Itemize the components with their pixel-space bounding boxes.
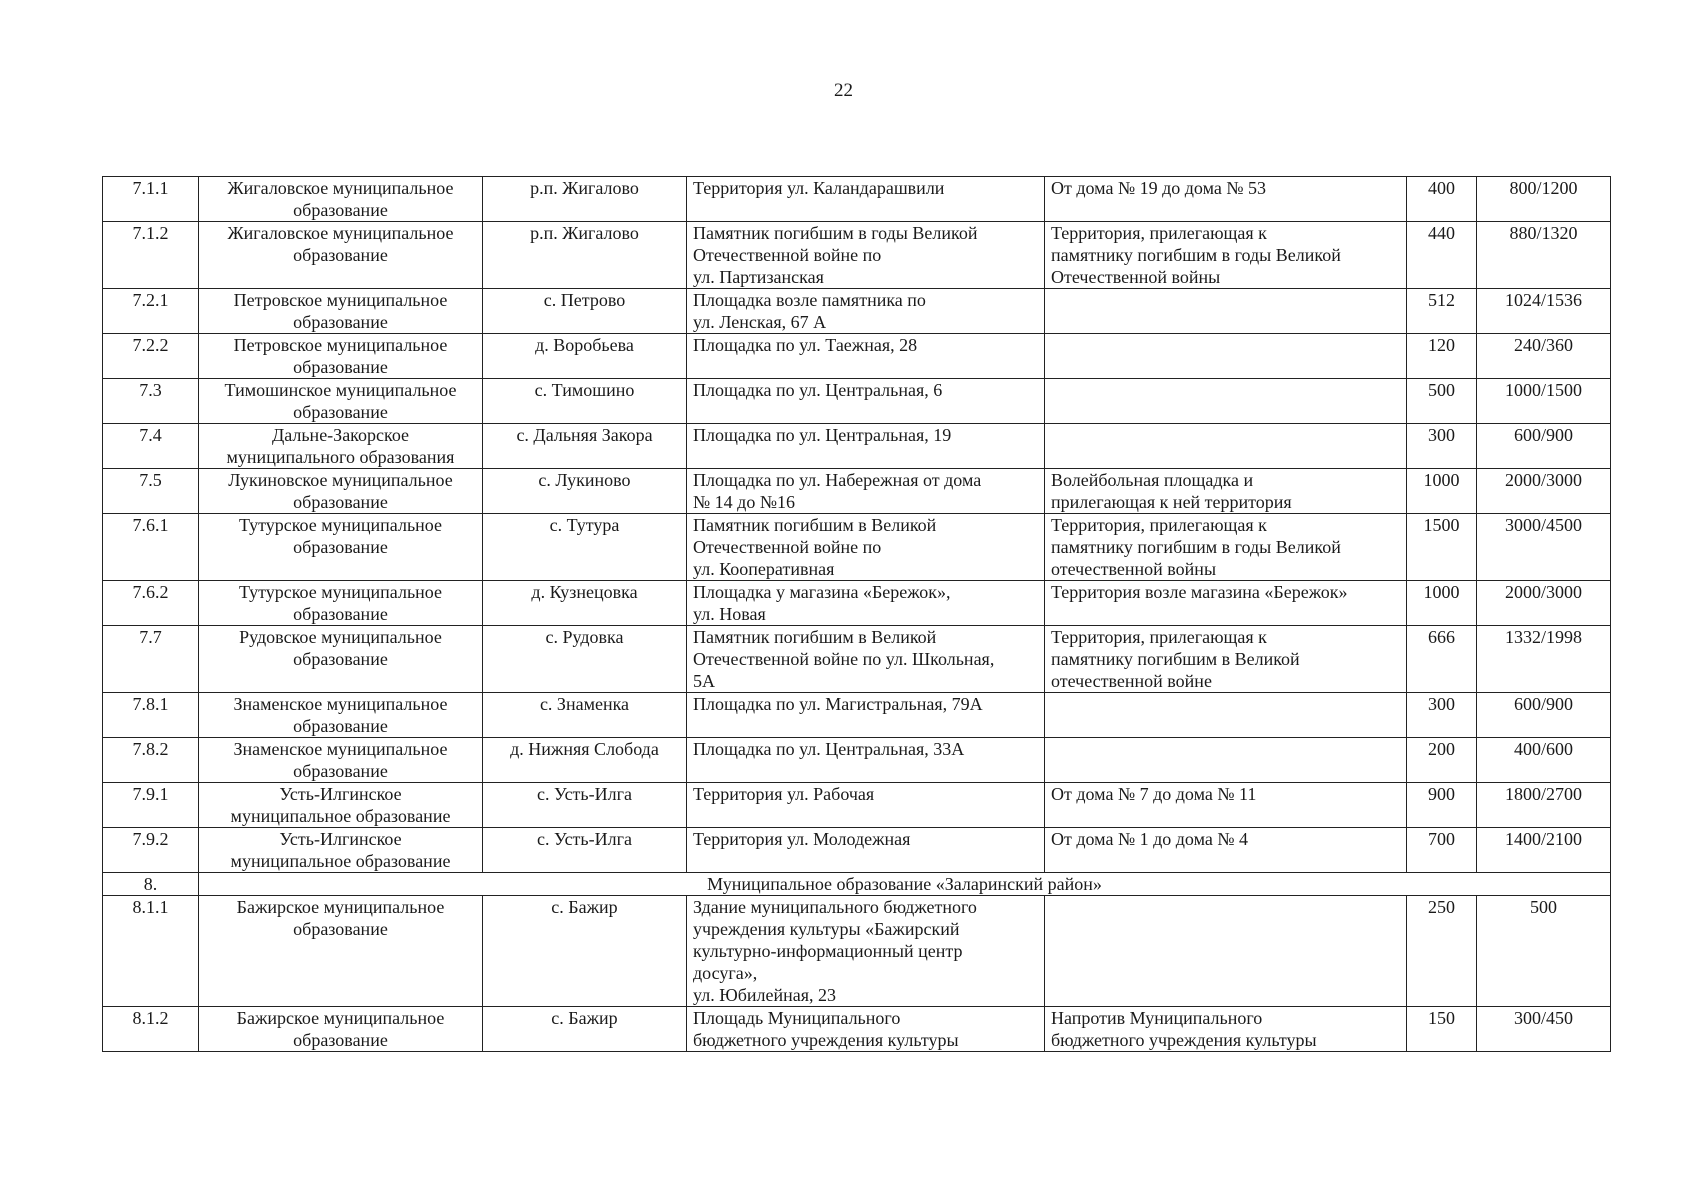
municipality-cell <box>199 379 483 424</box>
desc-line: Отечественной войны <box>1051 267 1221 287</box>
capacity-cell: 1024/1536 <box>1477 289 1611 334</box>
object-cell <box>687 738 1045 783</box>
desc-line: Территория, прилегающая к <box>1051 515 1267 535</box>
object-line: Площадь Муниципального <box>693 1008 901 1028</box>
object-line: Территория ул. Молодежная <box>693 829 911 849</box>
mun-line: образование <box>293 492 388 512</box>
settlement-cell: с. Лукиново <box>483 469 687 514</box>
desc-line: прилегающая к ней территория <box>1051 492 1292 512</box>
mun-line: Усть-Илгинское <box>279 829 402 849</box>
table-row <box>103 738 1611 783</box>
municipality-cell <box>199 222 483 289</box>
table-row <box>103 334 1611 379</box>
table-row <box>103 783 1611 828</box>
description-cell <box>1045 828 1407 873</box>
mun-line: образование <box>293 402 388 422</box>
description-cell <box>1045 222 1407 289</box>
mun-line: Усть-Илгинское <box>279 784 402 804</box>
table-row <box>103 379 1611 424</box>
municipality-cell <box>199 469 483 514</box>
desc-line: Территория, прилегающая к <box>1051 223 1267 243</box>
description-cell <box>1045 177 1407 222</box>
description-cell <box>1045 1007 1407 1052</box>
desc-line: От дома № 7 до дома № 11 <box>1051 784 1257 804</box>
municipality-cell <box>199 289 483 334</box>
object-cell <box>687 469 1045 514</box>
desc-line: памятнику погибшим в Великой <box>1051 649 1300 669</box>
description-cell <box>1045 626 1407 693</box>
municipality-cell <box>199 828 483 873</box>
capacity-cell: 600/900 <box>1477 693 1611 738</box>
description-cell <box>1045 896 1407 1007</box>
object-line: Площадка по ул. Магистральная, 79А <box>693 694 983 714</box>
mun-line: образование <box>293 537 388 557</box>
capacity-cell: 400/600 <box>1477 738 1611 783</box>
object-line: ул. Новая <box>693 604 766 624</box>
mun-line: образование <box>293 357 388 377</box>
municipality-cell <box>199 334 483 379</box>
mun-line: Знаменское муниципальное <box>233 739 448 759</box>
object-line: Отечественной войне по <box>693 537 882 557</box>
object-line: 5А <box>693 671 715 691</box>
area-cell: 512 <box>1407 289 1477 334</box>
capacity-cell: 2000/3000 <box>1477 469 1611 514</box>
desc-line: От дома № 19 до дома № 53 <box>1051 178 1267 198</box>
capacity-cell: 800/1200 <box>1477 177 1611 222</box>
object-cell <box>687 289 1045 334</box>
capacity-cell: 500 <box>1477 896 1611 1007</box>
table-row <box>103 828 1611 873</box>
object-line: ул. Ленская, 67 А <box>693 312 827 332</box>
mun-line: Лукиновское муниципальное <box>228 470 453 490</box>
row-number-cell: 7.1.2 <box>103 222 199 289</box>
mun-line: образование <box>293 604 388 624</box>
capacity-cell: 880/1320 <box>1477 222 1611 289</box>
page-number: 22 <box>834 80 853 101</box>
table-row <box>103 289 1611 334</box>
mun-line: Бажирское муниципальное <box>236 897 445 917</box>
section-header-cell: Муниципальное образование «Заларинский район» <box>199 873 1611 896</box>
mun-line: образование <box>293 649 388 669</box>
row-number-cell: 7.6.2 <box>103 581 199 626</box>
object-line: досуга», <box>693 963 758 983</box>
mun-line: Рудовское муниципальное <box>239 627 442 647</box>
area-cell: 900 <box>1407 783 1477 828</box>
settlement-cell: с. Тутура <box>483 514 687 581</box>
row-number-cell: 7.7 <box>103 626 199 693</box>
area-cell: 1000 <box>1407 469 1477 514</box>
mun-line: Жигаловское муниципальное <box>227 178 454 198</box>
mun-line: образование <box>293 312 388 332</box>
settlement-cell: р.п. Жигалово <box>483 177 687 222</box>
row-number-cell: 7.8.2 <box>103 738 199 783</box>
description-cell <box>1045 289 1407 334</box>
object-line: Территория ул. Каландарашвили <box>693 178 945 198</box>
mun-line: Тимошинское муниципальное <box>224 380 457 400</box>
settlement-cell: с. Бажир <box>483 1007 687 1052</box>
row-number-cell: 7.8.1 <box>103 693 199 738</box>
desc-line: От дома № 1 до дома № 4 <box>1051 829 1249 849</box>
table-row <box>103 873 1611 896</box>
mun-line: Тутурское муниципальное <box>239 515 442 535</box>
desc-line: памятнику погибшим в годы Великой <box>1051 245 1341 265</box>
object-cell <box>687 514 1045 581</box>
area-cell: 300 <box>1407 693 1477 738</box>
mun-line: образование <box>293 761 388 781</box>
area-cell: 1500 <box>1407 514 1477 581</box>
row-number-cell: 7.2.1 <box>103 289 199 334</box>
object-cell <box>687 334 1045 379</box>
settlement-cell: р.п. Жигалово <box>483 222 687 289</box>
municipality-cell <box>199 424 483 469</box>
desc-line: отечественной войне <box>1051 671 1212 691</box>
object-line: учреждения культуры «Бажирский <box>693 919 960 939</box>
area-cell: 700 <box>1407 828 1477 873</box>
area-cell: 120 <box>1407 334 1477 379</box>
table-row <box>103 693 1611 738</box>
desc-line: памятнику погибшим в годы Великой <box>1051 537 1341 557</box>
description-cell <box>1045 738 1407 783</box>
object-line: Площадка по ул. Центральная, 33А <box>693 739 965 759</box>
object-line: Памятник погибшим в Великой <box>693 515 937 535</box>
object-line: Площадка по ул. Центральная, 6 <box>693 380 943 400</box>
description-cell <box>1045 783 1407 828</box>
area-cell: 150 <box>1407 1007 1477 1052</box>
table-row <box>103 424 1611 469</box>
object-line: ул. Кооперативная <box>693 559 835 579</box>
object-line: Площадка по ул. Таежная, 28 <box>693 335 918 355</box>
capacity-cell: 600/900 <box>1477 424 1611 469</box>
table-row <box>103 177 1611 222</box>
municipality-cell <box>199 896 483 1007</box>
table-row <box>103 222 1611 289</box>
desc-line: бюджетного учреждения культуры <box>1051 1030 1317 1050</box>
object-line: Площадка у магазина «Бережок», <box>693 582 951 602</box>
object-line: Здание муниципального бюджетного <box>693 897 977 917</box>
settlement-cell: д. Нижняя Слобода <box>483 738 687 783</box>
capacity-cell: 240/360 <box>1477 334 1611 379</box>
description-cell <box>1045 424 1407 469</box>
object-cell <box>687 693 1045 738</box>
object-line: Памятник погибшим в Великой <box>693 627 937 647</box>
settlement-cell: с. Усть-Илга <box>483 783 687 828</box>
object-cell <box>687 828 1045 873</box>
settlement-cell: с. Тимошино <box>483 379 687 424</box>
row-number-cell: 7.3 <box>103 379 199 424</box>
table-row <box>103 896 1611 1007</box>
capacity-cell: 300/450 <box>1477 1007 1611 1052</box>
mun-line: образование <box>293 245 388 265</box>
row-number-cell: 7.9.2 <box>103 828 199 873</box>
mun-line: образование <box>293 1030 388 1050</box>
municipality-cell <box>199 783 483 828</box>
description-cell <box>1045 581 1407 626</box>
desc-line: отечественной войны <box>1051 559 1217 579</box>
object-cell <box>687 896 1045 1007</box>
mun-line: образование <box>293 716 388 736</box>
municipality-cell <box>199 693 483 738</box>
object-cell <box>687 379 1045 424</box>
capacity-cell: 2000/3000 <box>1477 581 1611 626</box>
row-number-cell: 8. <box>103 873 199 896</box>
settlement-cell: с. Рудовка <box>483 626 687 693</box>
desc-line: Напротив Муниципального <box>1051 1008 1263 1028</box>
row-number-cell: 7.1.1 <box>103 177 199 222</box>
mun-line: Тутурское муниципальное <box>239 582 442 602</box>
settlement-cell: с. Дальняя Закора <box>483 424 687 469</box>
row-number-cell: 7.9.1 <box>103 783 199 828</box>
table-row <box>103 1007 1611 1052</box>
row-number-cell: 8.1.1 <box>103 896 199 1007</box>
object-cell <box>687 626 1045 693</box>
municipality-cell <box>199 581 483 626</box>
row-number-cell: 7.4 <box>103 424 199 469</box>
description-cell <box>1045 379 1407 424</box>
row-number-cell: 7.6.1 <box>103 514 199 581</box>
mun-line: Бажирское муниципальное <box>236 1008 445 1028</box>
object-cell <box>687 424 1045 469</box>
object-line: ул. Партизанская <box>693 267 824 287</box>
description-cell <box>1045 469 1407 514</box>
municipality-cell <box>199 514 483 581</box>
table-row <box>103 469 1611 514</box>
table-row <box>103 581 1611 626</box>
settlement-cell: с. Бажир <box>483 896 687 1007</box>
mun-line: Петровское муниципальное <box>233 290 448 310</box>
municipality-cell <box>199 1007 483 1052</box>
settlement-cell: с. Петрово <box>483 289 687 334</box>
object-line: № 14 до №16 <box>693 492 796 512</box>
object-line: Отечественной войне по ул. Школьная, <box>693 649 995 669</box>
mun-line: образование <box>293 200 388 220</box>
settlement-cell: д. Воробьева <box>483 334 687 379</box>
municipality-cell <box>199 738 483 783</box>
municipality-cell <box>199 626 483 693</box>
row-number-cell: 7.2.2 <box>103 334 199 379</box>
object-line: Территория ул. Рабочая <box>693 784 875 804</box>
object-line: Площадка возле памятника по <box>693 290 926 310</box>
object-line: культурно-информационный центр <box>693 941 963 961</box>
area-cell: 250 <box>1407 896 1477 1007</box>
mun-line: Петровское муниципальное <box>233 335 448 355</box>
desc-line: Волейбольная площадка и <box>1051 470 1254 490</box>
object-cell <box>687 581 1045 626</box>
area-cell: 440 <box>1407 222 1477 289</box>
municipality-cell <box>199 177 483 222</box>
capacity-cell: 1800/2700 <box>1477 783 1611 828</box>
description-cell <box>1045 514 1407 581</box>
object-cell <box>687 1007 1045 1052</box>
row-number-cell: 8.1.2 <box>103 1007 199 1052</box>
object-cell <box>687 222 1045 289</box>
area-cell: 500 <box>1407 379 1477 424</box>
area-cell: 200 <box>1407 738 1477 783</box>
mun-line: Дальне-Закорское <box>271 425 410 445</box>
object-cell <box>687 783 1045 828</box>
object-line: Памятник погибшим в годы Великой <box>693 223 978 243</box>
capacity-cell: 1400/2100 <box>1477 828 1611 873</box>
capacity-cell: 1000/1500 <box>1477 379 1611 424</box>
object-cell <box>687 177 1045 222</box>
settlement-cell: с. Знаменка <box>483 693 687 738</box>
table-body <box>103 177 1611 1052</box>
mun-line: муниципальное образование <box>230 851 451 871</box>
mun-line: Знаменское муниципальное <box>233 694 448 714</box>
table-row <box>103 514 1611 581</box>
desc-line: Территория возле магазина «Бережок» <box>1051 582 1348 602</box>
area-cell: 1000 <box>1407 581 1477 626</box>
object-line: Площадка по ул. Набережная от дома <box>693 470 982 490</box>
capacity-cell: 3000/4500 <box>1477 514 1611 581</box>
table-row <box>103 626 1611 693</box>
row-number-cell: 7.5 <box>103 469 199 514</box>
area-cell: 400 <box>1407 177 1477 222</box>
object-line: Отечественной войне по <box>693 245 882 265</box>
area-cell: 300 <box>1407 424 1477 469</box>
object-line: Площадка по ул. Центральная, 19 <box>693 425 952 445</box>
capacity-cell: 1332/1998 <box>1477 626 1611 693</box>
mun-line: Жигаловское муниципальное <box>227 223 454 243</box>
shelters-table <box>102 176 1611 1052</box>
mun-line: муниципального образования <box>226 447 455 467</box>
settlement-cell: д. Кузнецовка <box>483 581 687 626</box>
desc-line: Территория, прилегающая к <box>1051 627 1267 647</box>
description-cell <box>1045 693 1407 738</box>
mun-line: образование <box>293 919 388 939</box>
mun-line: муниципальное образование <box>230 806 451 826</box>
object-line: бюджетного учреждения культуры <box>693 1030 959 1050</box>
settlement-cell: с. Усть-Илга <box>483 828 687 873</box>
area-cell: 666 <box>1407 626 1477 693</box>
object-line: ул. Юбилейная, 23 <box>693 985 836 1005</box>
description-cell <box>1045 334 1407 379</box>
